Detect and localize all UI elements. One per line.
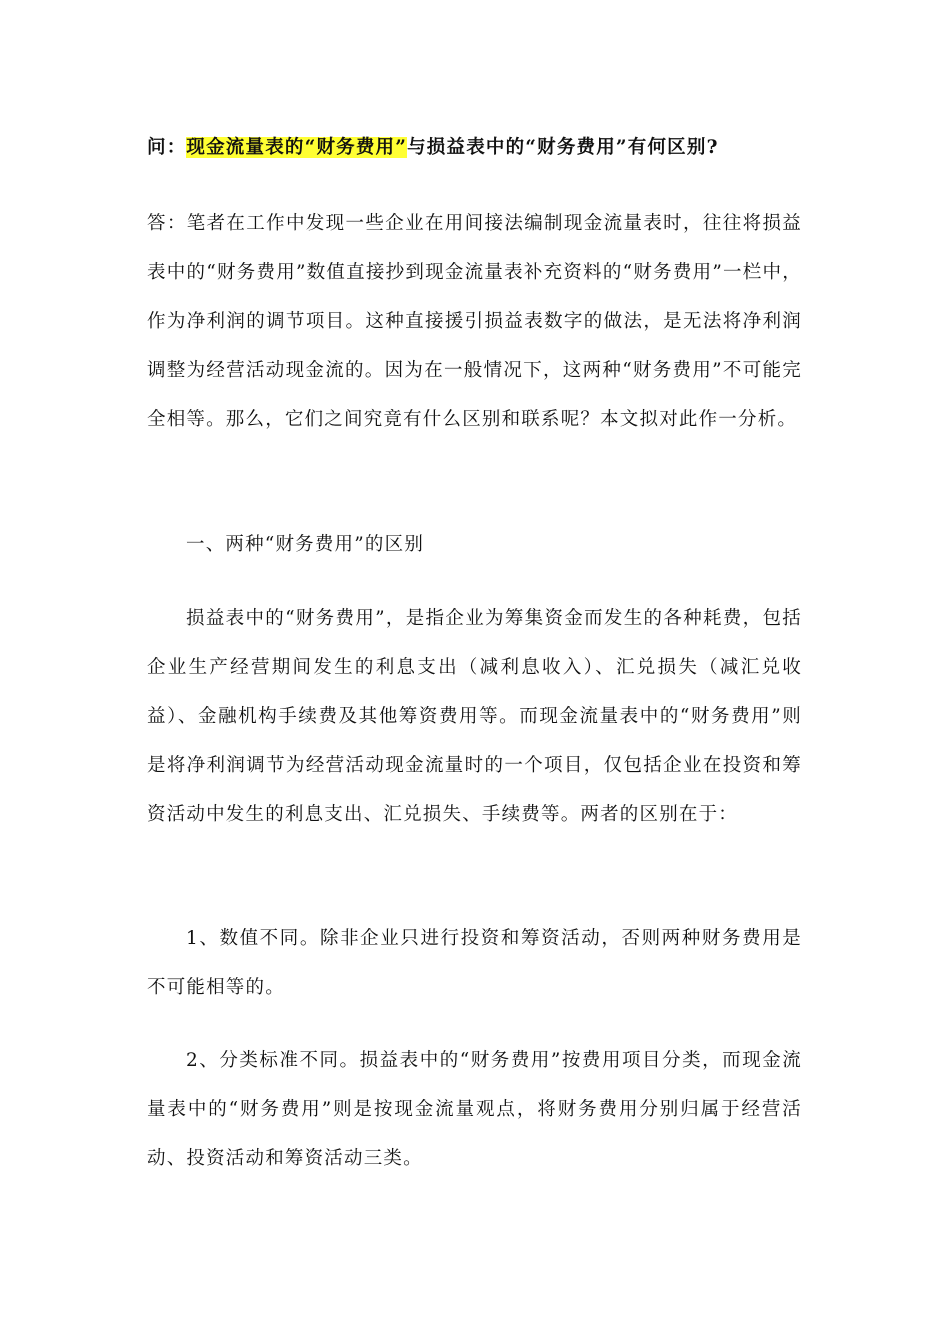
question-title xyxy=(147,126,802,170)
point-2-paragraph: 2、分类标准不同。损益表中的“财务费用”按费用项目分类，而现金流量表中的“财务费用”则是按现金流量观点，将财务费用分别归属于经营活动、投资活动和筹资活动三类。 xyxy=(147,1050,802,1169)
section-heading: 一、两种“财务费用”的区别 xyxy=(186,534,425,555)
answer-paragraph: 答：笔者在工作中发现一些企业在用间接法编制现金流量表时，往往将损益表中的“财务费用”数值直接抄到现金流量表补充资料的“财务费用”一栏中，作为净利润的调节项目。这种直接援引损益表数字的做法，是无法将净利润调整为经营活动现金流的。因为在一般情况下，这两种“财务费用”不可能完全相等。那么，它们之间究竟有什么区别和联系呢？本文拟对此作一分析。 xyxy=(147,213,802,430)
body-paragraph-1: 损益表中的“财务费用”，是指企业为筹集资金而发生的各种耗费，包括企业生产经营期间发生的利息支出（减利息收入）、汇兑损失（减汇兑收益）、金融机构手续费及其他筹资费用等。而现金流量表中的“财务费用”则是将净利润调节为经营活动现金流量时的一个项目，仅包括企业在投资和筹资活动中发生的利息支出、汇兑损失、手续费等。两者的区别在于： xyxy=(147,608,802,825)
question-highlight: 现金流量表的“财务费用” xyxy=(186,137,408,158)
question-suffix: 与损益表中的“财务费用”有何区别? xyxy=(407,137,719,158)
question-prefix: 问： xyxy=(147,137,187,158)
point-1-paragraph: 1、数值不同。除非企业只进行投资和筹资活动，否则两种财务费用是不可能相等的。 xyxy=(147,928,802,998)
